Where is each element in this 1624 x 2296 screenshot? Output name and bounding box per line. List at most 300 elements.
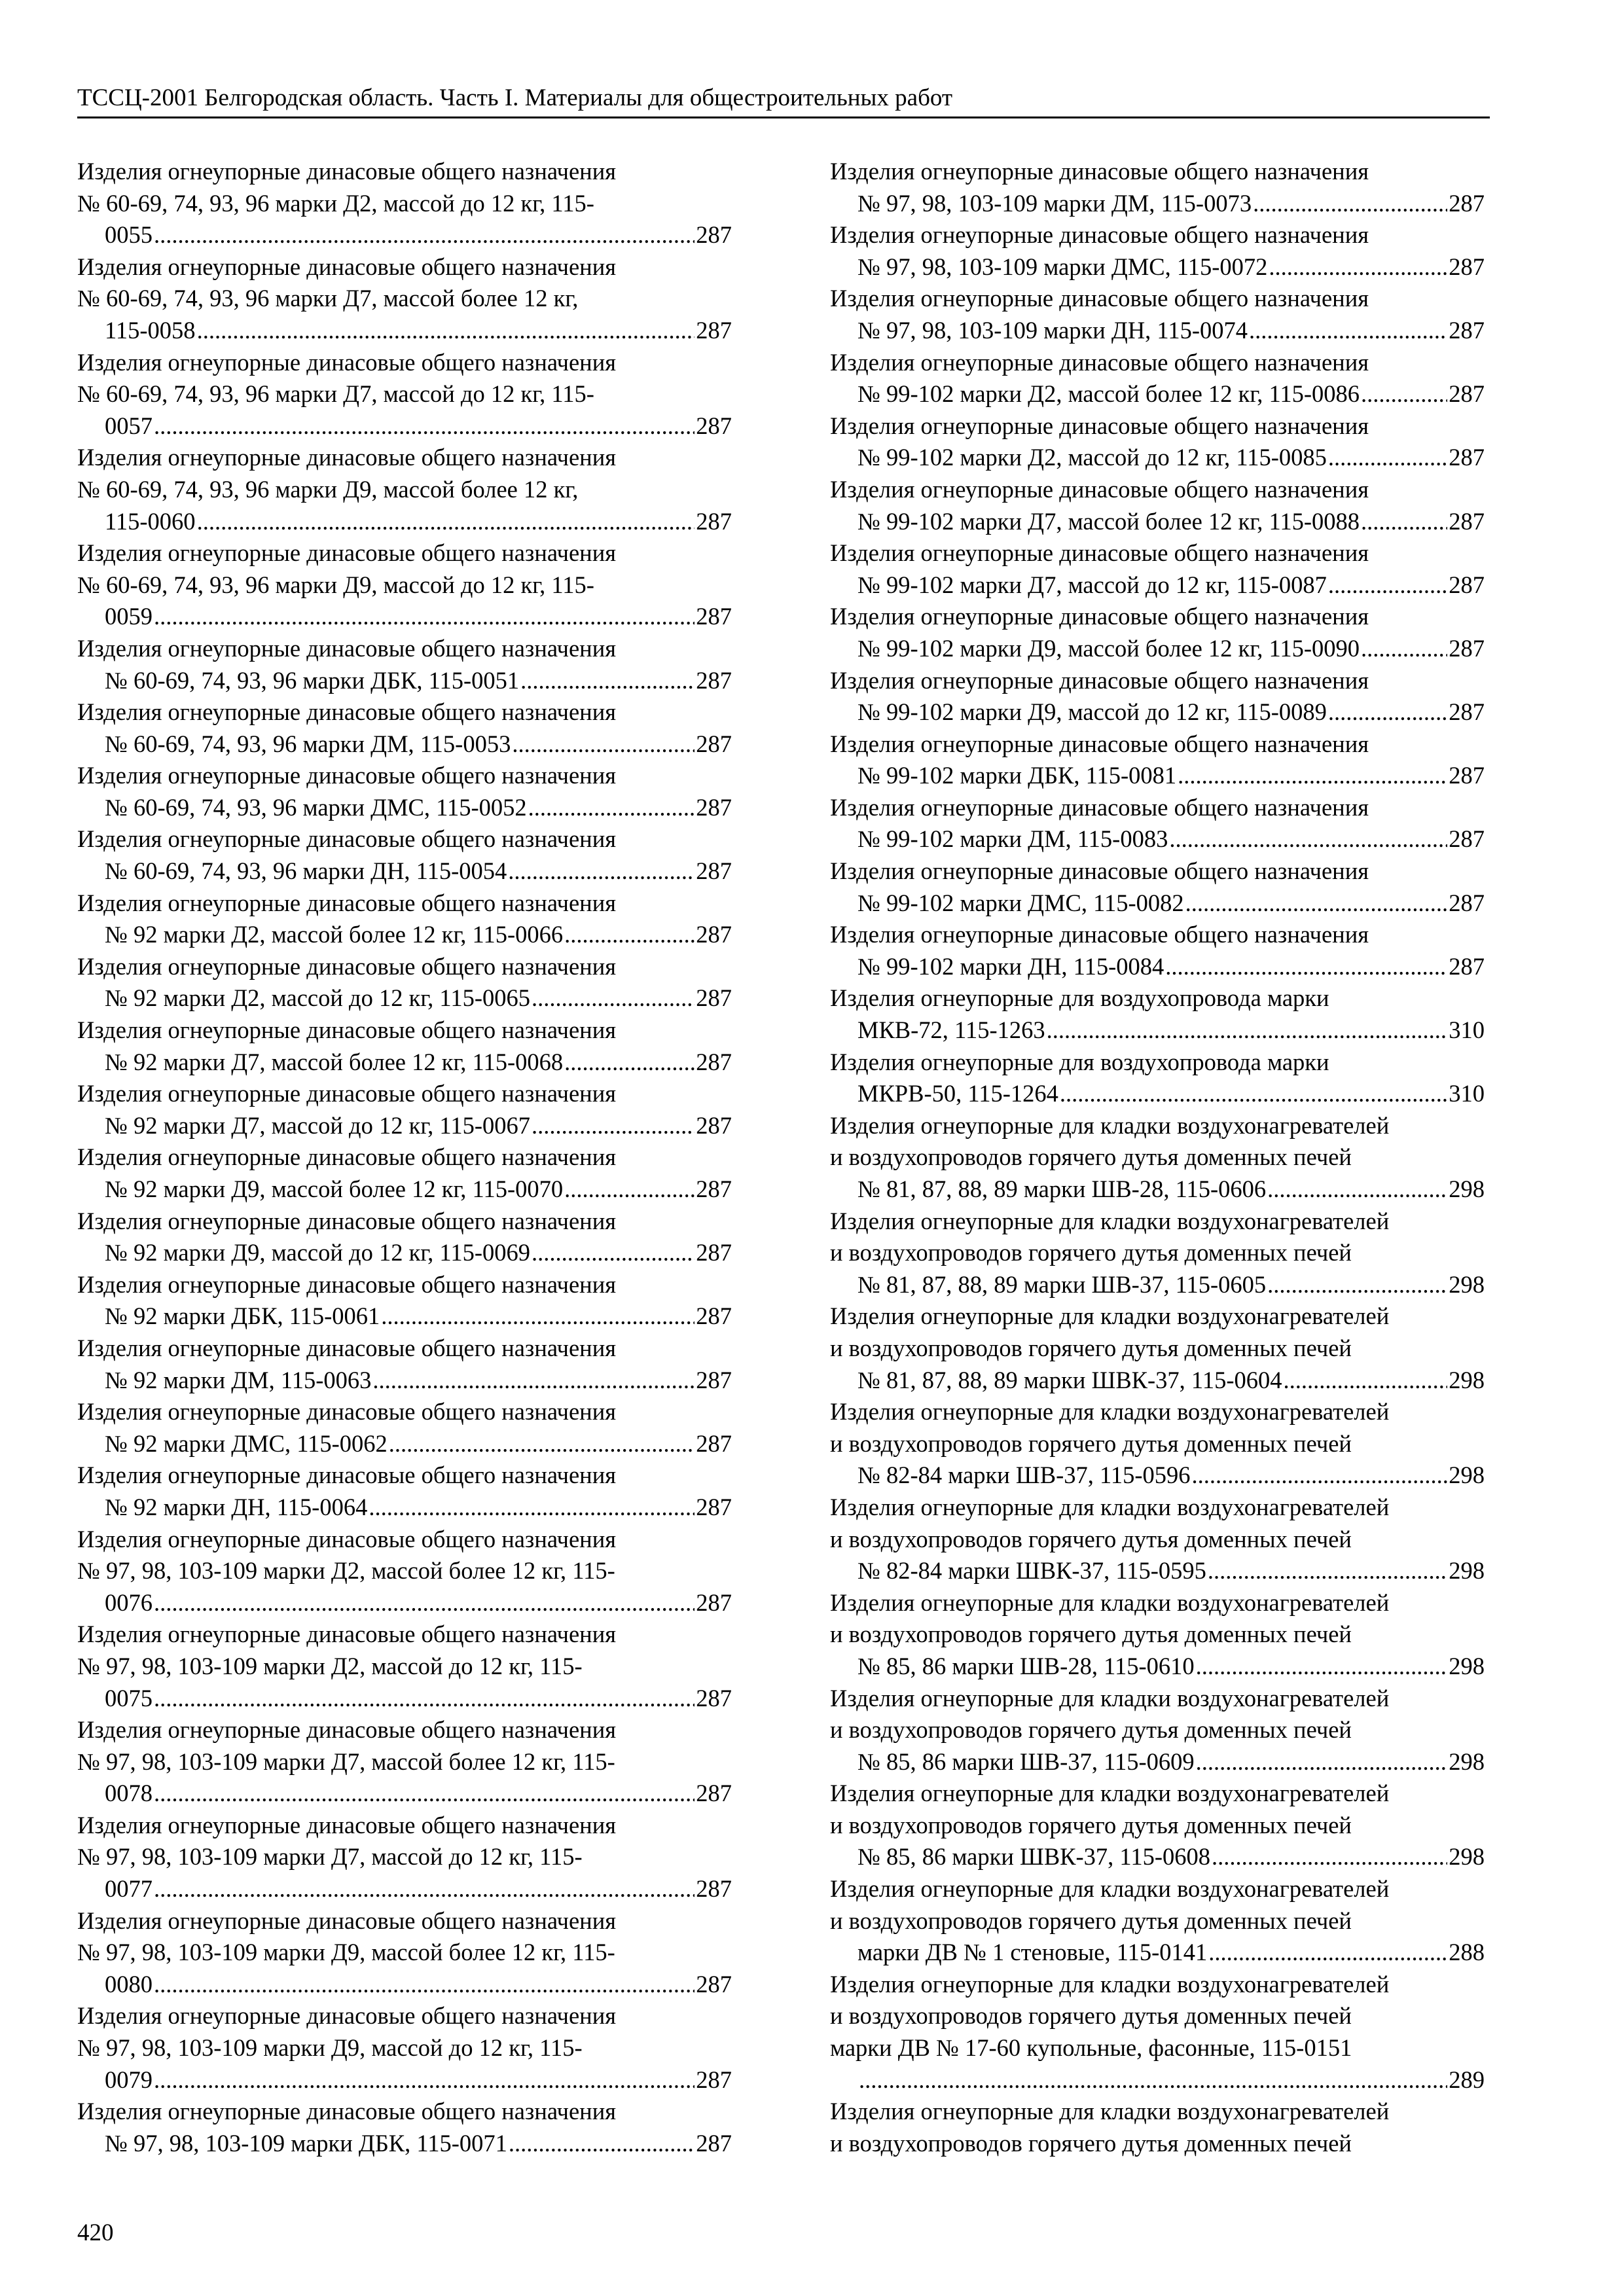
index-entry — [830, 1587, 1485, 1683]
index-entry-text: Изделия огнеупорные динасовые общего назначения — [77, 1398, 617, 1426]
index-entry-text: Изделия огнеупорные динасовые общего назначения — [77, 634, 617, 662]
index-entry — [77, 1905, 732, 2001]
index-entry — [830, 219, 1485, 283]
index-entry-text: Изделия огнеупорные динасовые общего назначения — [77, 762, 617, 789]
index-entry-page: 287 — [696, 857, 732, 885]
index-entry-tail — [830, 951, 1485, 983]
index-entry — [77, 347, 732, 442]
index-entry-tail — [830, 1365, 1485, 1397]
index-entry-text: Изделия огнеупорные для кладки воздухонагревателей и воздухопроводов горячего дутья доменных печей — [830, 1398, 1390, 1457]
index-entry — [77, 1078, 732, 1141]
index-entry-page: 287 — [696, 1684, 732, 1712]
index-entry-tail — [77, 665, 732, 697]
dot-leader — [381, 1300, 695, 1333]
dot-leader — [389, 1428, 695, 1460]
index-entry-page: 287 — [1449, 634, 1485, 662]
index-entry-code: № 85, 86 марки ШВ-28, 115-0610 — [857, 1652, 1195, 1679]
index-entry-text: Изделия огнеупорные динасовые общего назначения — [830, 857, 1369, 885]
index-entry-tail — [77, 1492, 732, 1524]
index-entry-page: 298 — [1449, 1843, 1485, 1871]
index-entry — [830, 1683, 1485, 1778]
index-entry — [830, 728, 1485, 792]
index-entry — [830, 474, 1485, 537]
index-entry — [830, 410, 1485, 474]
dot-leader — [1253, 188, 1447, 220]
index-entry-code: № 60-69, 74, 93, 96 марки ДМ, 115-0053 — [105, 730, 511, 757]
index-entry — [77, 633, 732, 696]
dot-leader — [1267, 1174, 1447, 1206]
index-entry-page: 287 — [696, 984, 732, 1012]
dot-leader — [154, 1587, 695, 1619]
dot-leader — [859, 2064, 1447, 2096]
index-entry-page: 298 — [1449, 1748, 1485, 1775]
index-entry-text: Изделия огнеупорные динасовые общего назначения — [830, 475, 1369, 503]
index-entry — [830, 1396, 1485, 1492]
index-entry — [830, 1110, 1485, 1206]
index-entry-tail — [77, 219, 732, 251]
index-entry-page: 287 — [696, 921, 732, 948]
index-entry-tail — [830, 569, 1485, 601]
index-entry-text: Изделия огнеупорные динасовые общего назначения — [830, 412, 1369, 439]
index-entry-text: Изделия огнеупорные динасовые общего назначения — [830, 221, 1369, 249]
index-entry-text: Изделия огнеупорные динасовые общего назначения — [830, 603, 1369, 630]
index-entry-page: 287 — [1449, 571, 1485, 598]
index-entry — [77, 442, 732, 537]
dot-leader — [154, 410, 695, 442]
index-entry-page: 287 — [696, 1970, 732, 1998]
index-entry-page: 287 — [696, 412, 732, 439]
index-entry-text: Изделия огнеупорные для кладки воздухонагревателей и воздухопроводов горячего дутья доменных печей — [830, 1780, 1390, 1839]
index-entry — [77, 1396, 732, 1460]
dot-leader — [564, 919, 695, 951]
index-entry-tail — [77, 2064, 732, 2096]
dot-leader — [1269, 251, 1447, 283]
index-entry-page: 298 — [1449, 1462, 1485, 1489]
index-entry-code: 0077 — [105, 1875, 153, 1903]
index-entry-tail — [77, 1237, 732, 1269]
index-entry — [830, 1047, 1485, 1110]
index-entry — [830, 1492, 1485, 1587]
index-entry-code: 0079 — [105, 2066, 153, 2093]
index-entry-tail — [830, 1269, 1485, 1301]
index-entry-tail — [77, 1587, 732, 1619]
index-entry-page: 287 — [696, 730, 732, 757]
dot-leader — [197, 506, 695, 538]
index-entry-page: 287 — [1449, 889, 1485, 916]
dot-leader — [1361, 633, 1447, 665]
index-entry-page: 287 — [696, 221, 732, 249]
index-entry-tail — [830, 1746, 1485, 1778]
index-entry-tail — [77, 1683, 732, 1715]
index-entry-page: 287 — [1449, 762, 1485, 789]
index-entry-text: Изделия огнеупорные динасовые общего назначения № 60-69, 74, 93, 96 марки Д2, массой до 12 кг, 115- — [77, 158, 617, 217]
index-entry — [830, 1873, 1485, 1969]
index-entry-tail — [830, 633, 1485, 665]
index-entry-code: № 99-102 марки ДБК, 115-0081 — [857, 762, 1177, 789]
index-entry-page: 298 — [1449, 1557, 1485, 1585]
index-entry-text: Изделия огнеупорные динасовые общего назначения — [77, 1270, 617, 1298]
index-entry-text: Изделия огнеупорные динасовые общего назначения № 60-69, 74, 93, 96 марки Д9, массой более 12 кг, — [77, 444, 617, 503]
index-entry — [830, 982, 1485, 1046]
index-entry — [830, 156, 1485, 219]
index-entry-code: № 99-102 марки Д2, массой более 12 кг, 115-0086 — [857, 380, 1360, 408]
dot-leader — [1192, 1460, 1448, 1492]
index-entry-code: МКВ-72, 115-1263 — [857, 1016, 1045, 1044]
index-entry-code: № 92 марки ДБК, 115-0061 — [105, 1302, 380, 1330]
index-entry-tail — [77, 2128, 732, 2160]
index-entry-code: № 92 марки ДМ, 115-0063 — [105, 1366, 372, 1393]
index-entry-tail — [830, 315, 1485, 347]
dot-leader — [154, 2064, 695, 2096]
index-entry — [77, 1810, 732, 1905]
dot-leader — [1283, 1365, 1447, 1397]
index-entry-tail — [830, 442, 1485, 474]
index-entry — [77, 888, 732, 951]
index-entry-text: Изделия огнеупорные динасовые общего назначения — [77, 952, 617, 980]
index-entry-page: 287 — [696, 1111, 732, 1139]
index-entry — [77, 251, 732, 347]
index-entry-page: 310 — [1449, 1016, 1485, 1044]
index-entry-tail — [77, 1365, 732, 1397]
index-entry — [830, 1206, 1485, 1301]
dot-leader — [1328, 442, 1447, 474]
index-entry-page: 298 — [1449, 1652, 1485, 1679]
index-entry — [830, 1300, 1485, 1396]
dot-leader — [154, 1969, 695, 2001]
index-entry — [830, 1969, 1485, 2096]
index-entry-text: Изделия огнеупорные динасовые общего назначения — [77, 1334, 617, 1361]
dot-leader — [1196, 1651, 1448, 1683]
index-entry-tail — [77, 1969, 732, 2001]
index-entry — [77, 1619, 732, 1714]
index-entry — [830, 665, 1485, 728]
index-entry-code: № 97, 98, 103-109 марки ДМС, 115-0072 — [857, 253, 1268, 280]
index-entry-text: Изделия огнеупорные динасовые общего назначения — [77, 2098, 617, 2125]
index-entry-page: 287 — [696, 2129, 732, 2157]
index-entry-code: № 97, 98, 103-109 марки ДН, 115-0074 — [857, 316, 1248, 344]
index-entry-code: № 99-102 марки ДН, 115-0084 — [857, 952, 1164, 980]
index-entry-code: 0057 — [105, 412, 153, 439]
dot-leader — [154, 1778, 695, 1810]
index-entry-code: № 60-69, 74, 93, 96 марки ДБК, 115-0051 — [105, 666, 520, 694]
dot-leader — [1165, 951, 1447, 983]
index-entry — [830, 792, 1485, 855]
index-entry-tail — [77, 315, 732, 347]
index-entry-code: 115-0058 — [105, 316, 196, 344]
dot-leader — [528, 792, 695, 824]
index-entry-code: № 99-102 марки Д2, массой до 12 кг, 115-0085 — [857, 444, 1327, 471]
index-entry-text: Изделия огнеупорные динасовые общего назначения — [830, 921, 1369, 948]
index-entry-code: № 85, 86 марки ШВК-37, 115-0608 — [857, 1843, 1210, 1871]
index-entry-code: № 99-102 марки ДМ, 115-0083 — [857, 825, 1168, 853]
index-entry — [830, 283, 1485, 346]
dot-leader — [509, 2128, 695, 2160]
index-entry-code: № 81, 87, 88, 89 марки ШВ-28, 115-0606 — [857, 1175, 1267, 1202]
index-entry-text: Изделия огнеупорные динасовые общего назначения — [830, 730, 1369, 757]
index-entry-text: Изделия огнеупорные динасовые общего назначения № 97, 98, 103-109 марки Д2, массой более 12 кг, 115- — [77, 1525, 617, 1585]
index-entry-text: Изделия огнеупорные динасовые общего назначения — [830, 158, 1369, 185]
dot-leader — [1208, 1555, 1447, 1587]
index-entry — [830, 1778, 1485, 1873]
dot-leader — [369, 1492, 695, 1524]
index-entry — [77, 1141, 732, 1205]
index-entry-text: Изделия огнеупорные для кладки воздухонагревателей и воздухопроводов горячего дутья доменных печей — [830, 1111, 1390, 1171]
index-entry-tail — [830, 696, 1485, 728]
index-entry-page: 287 — [696, 603, 732, 630]
index-entry-text: Изделия огнеупорные для кладки воздухонагревателей и воздухопроводов горячего дутья доменных печей — [830, 1684, 1390, 1744]
index-entry-text: Изделия огнеупорные динасовые общего назначения — [77, 889, 617, 916]
index-entry-tail — [830, 378, 1485, 410]
index-entry — [77, 2096, 732, 2159]
dot-leader — [154, 1873, 695, 1905]
index-entry — [77, 1206, 732, 1269]
dot-leader — [564, 1174, 695, 1206]
index-entry-text: Изделия огнеупорные динасовые общего назначения — [77, 1143, 617, 1171]
index-entry — [77, 696, 732, 760]
index-entry-page: 287 — [1449, 825, 1485, 853]
index-entry-page: 287 — [696, 793, 732, 821]
index-entry-text: Изделия огнеупорные динасовые общего назначения № 97, 98, 103-109 марки Д9, массой до 12 кг, 115- — [77, 2002, 617, 2062]
index-entry-tail — [830, 823, 1485, 855]
page-header-title: ТССЦ-2001 Белгородская область. Часть I. Материалы для общестроительных работ — [77, 84, 953, 111]
dot-leader — [372, 1365, 695, 1397]
index-entry-tail — [77, 1873, 732, 1905]
index-entry-tail — [77, 601, 732, 633]
index-entry-text: Изделия огнеупорные для кладки воздухонагревателей и воздухопроводов горячего дутья доменных печей — [830, 1207, 1390, 1266]
index-entry — [77, 1333, 732, 1396]
index-entry-page: 287 — [696, 2066, 732, 2093]
index-entry-tail — [830, 760, 1485, 792]
index-entry-code: МКРВ-50, 115-1264 — [857, 1080, 1058, 1107]
index-entry-tail — [830, 188, 1485, 220]
index-entry-code: № 92 марки ДН, 115-0064 — [105, 1493, 368, 1520]
index-entry-text: Изделия огнеупорные динасовые общего назначения — [77, 1462, 617, 1489]
index-entry — [77, 823, 732, 887]
index-entry-tail — [830, 1014, 1485, 1047]
page-number: 420 — [77, 2219, 114, 2246]
index-entry-text: Изделия огнеупорные динасовые общего назначения — [77, 1080, 617, 1107]
index-entry-code: 0059 — [105, 603, 153, 630]
index-entry — [830, 347, 1485, 410]
index-entry-tail — [77, 728, 732, 761]
index-entry-page: 288 — [1449, 1939, 1485, 1966]
index-entry — [77, 156, 732, 251]
index-entry-tail — [77, 410, 732, 442]
index-entry-page: 287 — [1449, 316, 1485, 344]
index-entry-tail — [830, 1841, 1485, 1873]
index-entry-page: 287 — [1449, 952, 1485, 980]
dot-leader — [1212, 1841, 1447, 1873]
dot-leader — [197, 315, 695, 347]
index-entry-code: № 81, 87, 88, 89 марки ШВ-37, 115-0605 — [857, 1270, 1267, 1298]
index-entry-text: Изделия огнеупорные для кладки воздухонагревателей и воздухопроводов горячего дутья доменных печей — [830, 2098, 1390, 2157]
dot-leader — [520, 665, 695, 697]
index-entry — [77, 1714, 732, 1810]
index-entry-code: № 60-69, 74, 93, 96 марки ДМС, 115-0052 — [105, 793, 527, 821]
index-entry — [77, 2000, 732, 2096]
index-entry-tail — [77, 855, 732, 888]
dot-leader — [1267, 1269, 1447, 1301]
index-entry-code: № 99-102 марки ДМС, 115-0082 — [857, 889, 1184, 916]
index-entry-text: Изделия огнеупорные для кладки воздухонагревателей и воздухопроводов горячего дутья доменных печей — [830, 1875, 1390, 1934]
dot-leader — [1361, 378, 1447, 410]
index-entry-tail — [830, 1460, 1485, 1492]
index-entry-text: Изделия огнеупорные динасовые общего назначения № 60-69, 74, 93, 96 марки Д7, массой более 12 кг, — [77, 253, 617, 312]
index-entry-text: Изделия огнеупорные динасовые общего назначения № 97, 98, 103-109 марки Д2, массой до 12 кг, 115- — [77, 1621, 617, 1679]
index-entry-code: 0078 — [105, 1780, 153, 1807]
index-entry — [830, 2096, 1485, 2159]
index-entry — [77, 760, 732, 823]
index-entry-code: 115-0060 — [105, 507, 196, 535]
index-entry-text: Изделия огнеупорные динасовые общего назначения — [830, 285, 1369, 312]
index-entry — [77, 1014, 732, 1078]
index-entry-code: № 92 марки Д7, массой более 12 кг, 115-0068 — [105, 1048, 564, 1075]
index-entry — [77, 1524, 732, 1619]
index-entry — [77, 1460, 732, 1523]
index-entry-code: № 99-102 марки Д9, массой до 12 кг, 115-0089 — [857, 698, 1327, 726]
index-entry — [830, 855, 1485, 919]
index-entry-code: № 82-84 марки ШВК-37, 115-0595 — [857, 1557, 1206, 1585]
index-entry-page: 287 — [696, 1493, 732, 1520]
index-entry-page: 287 — [696, 1302, 732, 1330]
index-entry-text: Изделия огнеупорные динасовые общего назначения — [77, 1016, 617, 1044]
index-entry-tail — [830, 251, 1485, 283]
index-entry-code: № 92 марки Д9, массой более 12 кг, 115-0070 — [105, 1175, 564, 1202]
index-entry-text: Изделия огнеупорные для воздухопровода марки — [830, 1048, 1329, 1075]
index-entry-text: Изделия огнеупорные для кладки воздухонагревателей и воздухопроводов горячего дутья доменных печей марки ДВ № 17-60 купольные, фасонные, 115-0151 — [830, 1970, 1390, 2062]
index-entry-page: 287 — [696, 666, 732, 694]
index-entry-code: № 92 марки Д2, массой более 12 кг, 115-0066 — [105, 921, 564, 948]
index-entry-tail — [830, 1651, 1485, 1683]
index-entry-code: № 97, 98, 103-109 марки ДМ, 115-0073 — [857, 189, 1252, 217]
dot-leader — [1361, 506, 1447, 538]
index-entry-tail — [77, 1300, 732, 1333]
index-entry-text: Изделия огнеупорные динасовые общего назначения — [830, 348, 1369, 376]
index-entry-page: 287 — [1449, 444, 1485, 471]
index-entry-text: Изделия огнеупорные для кладки воздухонагревателей и воздухопроводов горячего дутья доменных печей — [830, 1493, 1390, 1552]
index-entry-tail — [77, 919, 732, 951]
index-entry-page: 287 — [696, 1048, 732, 1075]
index-entry-tail — [830, 1937, 1485, 1969]
index-entry — [830, 601, 1485, 664]
index-column-left — [77, 156, 732, 2159]
index-entry-text: Изделия огнеупорные динасовые общего назначения — [77, 825, 617, 853]
index-entry-tail — [77, 1110, 732, 1142]
dot-leader — [1196, 1746, 1448, 1778]
dot-leader — [1060, 1078, 1447, 1110]
index-entry-page: 287 — [1449, 507, 1485, 535]
dot-leader — [154, 601, 695, 633]
index-entry-code: № 99-102 марки Д7, массой до 12 кг, 115-0087 — [857, 571, 1327, 598]
dot-leader — [532, 1237, 695, 1269]
index-entry-page: 287 — [696, 1429, 732, 1457]
index-entry-tail — [830, 1174, 1485, 1206]
index-entry — [830, 537, 1485, 601]
index-entry — [77, 537, 732, 633]
index-entry-text: Изделия огнеупорные динасовые общего назначения — [830, 793, 1369, 821]
index-entry-page: 287 — [696, 1780, 732, 1807]
index-entry-tail — [77, 1428, 732, 1460]
dot-leader — [154, 219, 695, 251]
index-entry-code: марки ДВ № 1 стеновые, 115-0141 — [857, 1939, 1208, 1966]
index-entry-code: 0076 — [105, 1588, 153, 1616]
dot-leader — [1328, 569, 1447, 601]
index-entry-text: Изделия огнеупорные для воздухопровода марки — [830, 984, 1329, 1012]
index-entry-page: 298 — [1449, 1366, 1485, 1393]
index-entry-page: 287 — [696, 1366, 732, 1393]
index-entry-page: 287 — [696, 1588, 732, 1616]
dot-leader — [1169, 823, 1447, 855]
index-entry-page: 287 — [696, 1239, 732, 1266]
index-entry-code: № 92 марки ДМС, 115-0062 — [105, 1429, 388, 1457]
index-entry-page: 287 — [696, 1875, 732, 1903]
index-entry-text: Изделия огнеупорные динасовые общего назначения № 60-69, 74, 93, 96 марки Д7, массой до 12 кг, 115- — [77, 348, 617, 408]
index-column-right — [830, 156, 1485, 2159]
index-entry-tail — [830, 2064, 1485, 2096]
index-entry-tail — [77, 506, 732, 538]
index-entry-tail — [77, 1778, 732, 1810]
index-entry-tail — [830, 888, 1485, 920]
dot-leader — [1047, 1014, 1448, 1047]
index-entry-page: 310 — [1449, 1080, 1485, 1107]
index-entry-text: Изделия огнеупорные динасовые общего назначения — [77, 1207, 617, 1234]
dot-leader — [1328, 696, 1447, 728]
index-entry-tail — [77, 1174, 732, 1206]
index-entry-page: 287 — [696, 507, 732, 535]
index-entry-code: № 82-84 марки ШВ-37, 115-0596 — [857, 1462, 1191, 1489]
index-entry-code: № 85, 86 марки ШВ-37, 115-0609 — [857, 1748, 1195, 1775]
index-entry-code: № 92 марки Д9, массой до 12 кг, 115-0069 — [105, 1239, 530, 1266]
index-entry-text: Изделия огнеупорные динасовые общего назначения — [830, 539, 1369, 567]
page-header — [77, 84, 1490, 118]
dot-leader — [1208, 1937, 1447, 1969]
index-entry-code: 0080 — [105, 1970, 153, 1998]
index-entry-tail — [830, 1078, 1485, 1110]
index-entry-tail — [830, 506, 1485, 538]
index-entry-code: № 99-102 марки Д9, массой более 12 кг, 115-0090 — [857, 634, 1360, 662]
index-entry-code: № 60-69, 74, 93, 96 марки ДН, 115-0054 — [105, 857, 507, 885]
index-entry-text: Изделия огнеупорные динасовые общего назначения № 97, 98, 103-109 марки Д7, массой более 12 кг, 115- — [77, 1716, 617, 1775]
index-entry-page: 298 — [1449, 1270, 1485, 1298]
index-entry-text: Изделия огнеупорные динасовые общего назначения № 97, 98, 103-109 марки Д7, массой до 12 кг, 115- — [77, 1811, 617, 1871]
index-entry-text: Изделия огнеупорные динасовые общего назначения — [77, 698, 617, 726]
index-entry-tail — [77, 1047, 732, 1079]
index-entry — [77, 951, 732, 1014]
index-entry-code: № 92 марки Д7, массой до 12 кг, 115-0067 — [105, 1111, 530, 1139]
index-entry-code: № 92 марки Д2, массой до 12 кг, 115-0065 — [105, 984, 530, 1012]
index-entry-code: № 99-102 марки Д7, массой более 12 кг, 115-0088 — [857, 507, 1360, 535]
index-entry-code: № 97, 98, 103-109 марки ДБК, 115-0071 — [105, 2129, 507, 2157]
index-entry-page: 289 — [1449, 2066, 1485, 2093]
index-entry-page: 287 — [1449, 189, 1485, 217]
dot-leader — [512, 728, 695, 761]
index-entry-tail — [77, 792, 732, 824]
dot-leader — [1185, 888, 1448, 920]
dot-leader — [532, 982, 695, 1014]
index-entry — [830, 919, 1485, 982]
dot-leader — [508, 855, 695, 888]
dot-leader — [154, 1683, 695, 1715]
dot-leader — [1249, 315, 1447, 347]
index-entry-page: 287 — [1449, 253, 1485, 280]
dot-leader — [564, 1047, 695, 1079]
index-entry — [77, 1269, 732, 1333]
index-entry-page: 287 — [696, 1175, 732, 1202]
index-entry-tail — [830, 1555, 1485, 1587]
index-entry-page: 287 — [1449, 380, 1485, 408]
index-entry-text: Изделия огнеупорные динасовые общего назначения — [830, 666, 1369, 694]
dot-leader — [1178, 760, 1447, 792]
